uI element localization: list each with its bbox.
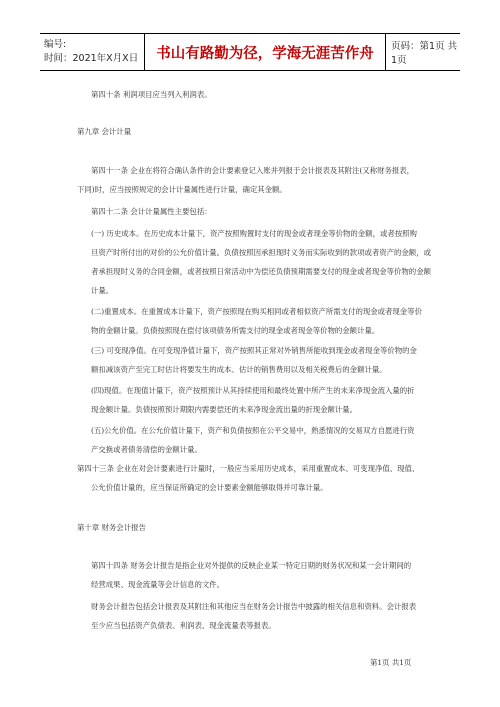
body-line: 旦资产时所付出的对价的公允价值计量。负债按照因承担现时义务而实际收到的款项或者资产的金额，或: [91, 248, 431, 257]
body-line: (二)重置成本。在重置成本计量下，资产按照现在购买相同或者相似资产所需支付的现金或者现金等价: [91, 307, 422, 316]
body-line: 第四十四条 财务会计报告是指企业对外提供的反映企业某一特定日期的财务状况和某一会计期间的: [91, 561, 412, 570]
header-page-label: 页码：第1页 共1页: [391, 41, 458, 66]
body-line: 物的金额计量。负债按照现在偿付该项债务所需支付的现金或者现金等价物的金额计量。: [91, 326, 380, 335]
body-line: 下同)时，应当按照规定的会计计量属性进行计量，确定其金额。: [77, 185, 287, 194]
body-line: 第四十一条 企业在将符合确认条件的会计要素登记入账并列报于会计报表及其附注(又称财务报表，: [91, 166, 415, 175]
body-line: 财务会计报告包括会计报表及其附注和其他应当在财务会计报告中披露的相关信息和资料。会计报表: [91, 602, 417, 611]
serial-label: 编号:: [44, 39, 67, 50]
body-line: 者承担现时义务的合同金额，或者按照日常活动中为偿还负债预期需要支付的现金或者现金等价物的金额: [91, 267, 431, 276]
body-line: 产交换或者债务清偿的金额计量。: [91, 445, 202, 454]
header-motto: [145, 34, 386, 70]
page-header: [40, 33, 460, 71]
body-line: (五)公允价值。在公允价值计量下，资产和负债按照在公平交易中，熟悉情况的交易双方自愿进行资: [91, 426, 415, 435]
chapter-10-heading: 第十章 财务会计报告: [77, 523, 146, 532]
header-page: [386, 34, 460, 70]
body-line: (三) 可变现净值。在可变现净值计量下，资产按照其正常对外销售所能收到现金或者现金等价物的金: [91, 346, 417, 355]
body-line: 第四十二条 会计计量属性主要包括：: [91, 207, 212, 216]
body-line: 计量。: [91, 286, 114, 295]
body-line: 至少应当包括资产负债表、利润表、现金流量表等报表。: [91, 621, 276, 630]
body-line: (一) 历史成本。在历史成本计量下，资产按照购置时支付的现金或者现金等价物的金额，或者按照购: [91, 229, 417, 238]
body-line: 第四十三条 企业在对会计要素进行计量时，一般应当采用历史成本，采用重置成本、可变现净值、现值、: [77, 464, 420, 473]
body-line: 公允价值计量的，应当保证所确定的会计要素金额能够取得并可靠计量。: [91, 483, 328, 492]
body-line: 现金额计量。负债按照预计期限内需要偿还的未来净现金流出量的折现金额计量。: [91, 405, 358, 414]
chapter-9-heading: 第九章 会计计量: [77, 127, 132, 136]
article-40: 第四十条 利润项目应当列入利润表。: [91, 90, 212, 99]
body-line: 经营成果、现金流量等会计信息的文件。: [91, 580, 225, 589]
body-line: (四)现值。在现值计量下，资产按照预计从其持续使用和最终处置中所产生的未来净现金流入量的折: [91, 386, 415, 395]
body-line: 额扣减该资产至完工时估计将要发生的成本、估计的销售费用以及相关税费后的金额计量。: [91, 365, 387, 374]
page-footer: 第1页 共1页: [370, 658, 412, 667]
time-label: 时间：2021年X月X日: [44, 53, 139, 64]
header-meta: [40, 34, 145, 70]
motto-text: 书山有路勤为径，学海无涯苦作舟: [156, 44, 374, 62]
